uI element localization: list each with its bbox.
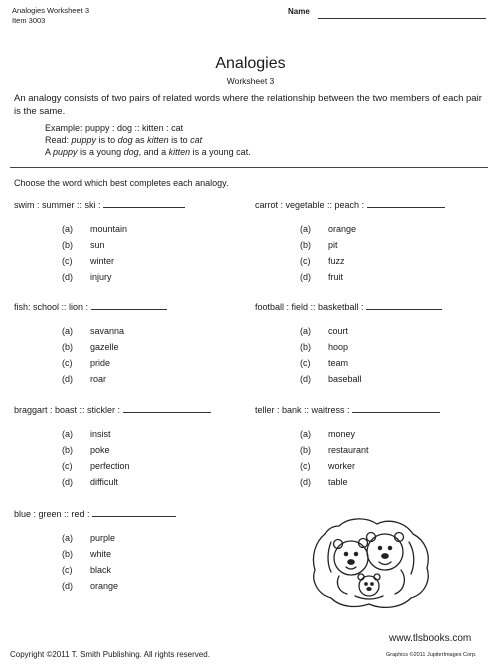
option[interactable]: (c) black bbox=[62, 565, 112, 575]
options-1 bbox=[62, 221, 127, 285]
option[interactable]: (d) orange bbox=[62, 581, 119, 591]
option[interactable]: (b) white bbox=[62, 549, 112, 559]
option[interactable]: (a) insist bbox=[62, 429, 111, 439]
option[interactable]: (a) savanna bbox=[62, 326, 125, 336]
options-5 bbox=[62, 426, 130, 490]
option[interactable]: (b) gazelle bbox=[62, 342, 119, 352]
option[interactable]: (c) winter bbox=[62, 256, 115, 266]
options-3 bbox=[62, 323, 124, 387]
item-label: Item 3003 bbox=[12, 16, 46, 25]
divider bbox=[10, 167, 488, 168]
option[interactable]: (c) perfection bbox=[62, 461, 130, 471]
option[interactable]: (a) purple bbox=[62, 533, 116, 543]
option[interactable]: (d) baseball bbox=[300, 374, 362, 384]
option[interactable]: (d) difficult bbox=[62, 477, 118, 487]
option[interactable]: (d) fruit bbox=[300, 272, 344, 282]
question-5: braggart : boast :: stickler : bbox=[14, 404, 211, 415]
example-line: Example: puppy : dog :: kitten : cat bbox=[45, 123, 184, 133]
option[interactable]: (a) money bbox=[300, 429, 356, 439]
name-line[interactable] bbox=[318, 18, 486, 19]
page-subtitle: Worksheet 3 bbox=[226, 76, 275, 86]
option[interactable]: (d) roar bbox=[62, 374, 107, 384]
answer-blank[interactable] bbox=[103, 199, 185, 208]
site-url[interactable]: www.tlsbooks.com bbox=[389, 633, 472, 644]
question-3: fish: school :: lion : bbox=[14, 301, 167, 312]
option[interactable]: (d) table bbox=[300, 477, 348, 487]
option[interactable]: (c) worker bbox=[300, 461, 356, 471]
option[interactable]: (b) restaurant bbox=[300, 445, 369, 455]
options-7 bbox=[62, 530, 118, 594]
copyright: Copyright ©2011 T. Smith Publishing. All rights reserved. bbox=[10, 650, 210, 659]
answer-blank[interactable] bbox=[92, 508, 176, 517]
option[interactable]: (c) fuzz bbox=[300, 256, 345, 266]
lion-family-illustration bbox=[305, 512, 435, 612]
answer-blank[interactable] bbox=[91, 301, 167, 310]
option[interactable]: (d) injury bbox=[62, 272, 112, 282]
options-2 bbox=[300, 221, 356, 285]
worksheet-label: Analogies Worksheet 3 bbox=[12, 6, 89, 15]
answer-blank[interactable] bbox=[123, 404, 211, 413]
option[interactable]: (a) orange bbox=[300, 224, 357, 234]
page-title: Analogies bbox=[215, 55, 286, 72]
answer-blank[interactable] bbox=[352, 404, 440, 413]
option[interactable]: (c) team bbox=[300, 358, 349, 368]
answer-blank[interactable] bbox=[366, 301, 442, 310]
options-6 bbox=[300, 426, 369, 490]
example-explanation: A puppy is a young dog, and a kitten is a young cat. bbox=[45, 147, 251, 157]
question-6: teller : bank :: waitress : bbox=[255, 404, 440, 415]
options-4 bbox=[300, 323, 362, 387]
option[interactable]: (a) court bbox=[300, 326, 349, 336]
question-4: football : field :: basketball : bbox=[255, 301, 442, 312]
question-2: carrot : vegetable :: peach : bbox=[255, 199, 445, 210]
example-read-line: Read: puppy is to dog as kitten is to cat bbox=[45, 135, 203, 145]
question-1: swim : summer :: ski : bbox=[14, 199, 185, 210]
answer-blank[interactable] bbox=[367, 199, 445, 208]
instructions: Choose the word which best completes each analogy. bbox=[14, 178, 229, 188]
question-7: blue : green :: red : bbox=[14, 508, 176, 519]
option[interactable]: (b) hoop bbox=[300, 342, 349, 352]
graphics-credit: Graphics ©2011 JupiterImages Corp. bbox=[386, 652, 477, 658]
option[interactable]: (c) pride bbox=[62, 358, 111, 368]
option[interactable]: (b) pit bbox=[300, 240, 338, 250]
option[interactable]: (b) poke bbox=[62, 445, 110, 455]
option[interactable]: (a) mountain bbox=[62, 224, 128, 234]
name-label: Name bbox=[288, 7, 310, 16]
option[interactable]: (b) sun bbox=[62, 240, 105, 250]
intro-paragraph: An analogy consists of two pairs of related words where the relationship between the two members of each pair is the same. bbox=[14, 93, 482, 117]
